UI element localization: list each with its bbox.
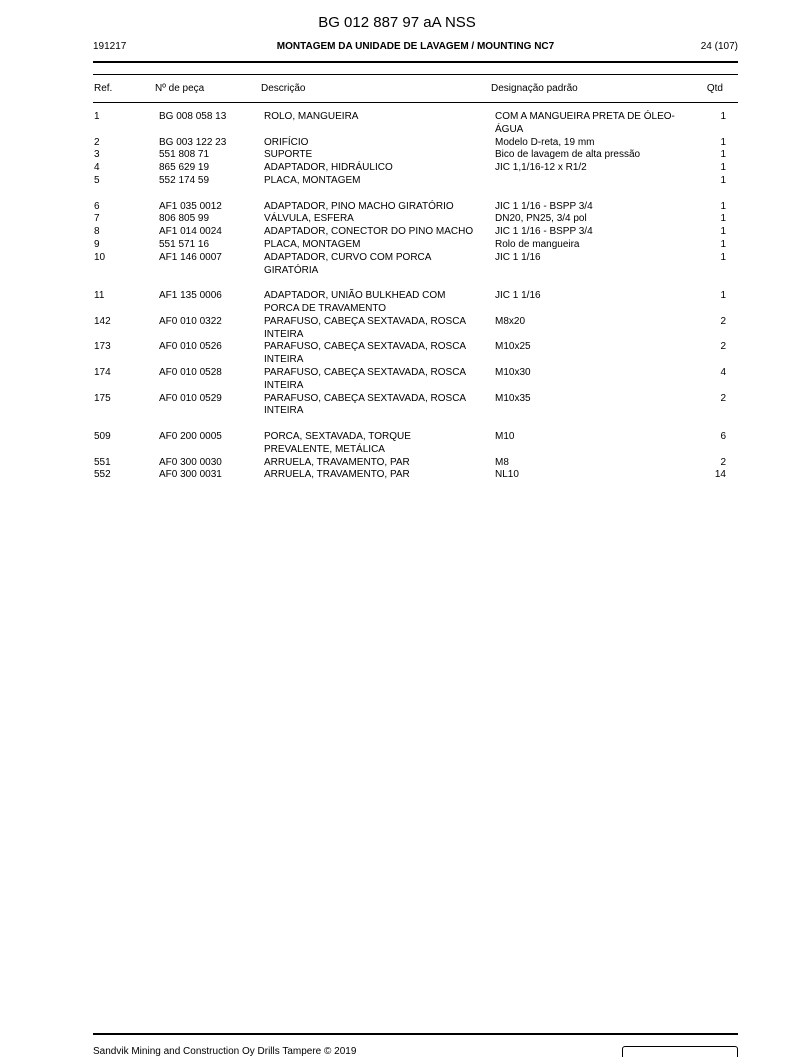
description-line: PARAFUSO, CABEÇA SEXTAVADA, ROSCA — [264, 392, 467, 404]
row-ref: 10 — [94, 251, 106, 263]
row-description — [264, 111, 492, 124]
table-row — [93, 162, 738, 175]
description-line: ADAPTADOR, HIDRÁULICO — [264, 162, 393, 174]
table-row — [93, 469, 738, 482]
row-ref: 4 — [94, 162, 100, 174]
row-part-number: 551 808 71 — [159, 149, 210, 161]
footer-divider — [93, 1033, 738, 1035]
row-qty: 2 — [720, 392, 726, 404]
designation-line: M10x35 — [495, 392, 531, 404]
row-ref: 551 — [94, 456, 111, 468]
description-line: ADAPTADOR, UNIÃO BULKHEAD COM — [264, 290, 446, 302]
designation-line: JIC 1,1/16-12 x R1/2 — [495, 162, 587, 174]
table-row — [93, 226, 738, 239]
row-ref: 142 — [94, 315, 111, 327]
table-row — [93, 290, 738, 316]
table-row — [93, 431, 738, 457]
header-divider — [93, 61, 738, 63]
row-ref: 3 — [94, 149, 100, 161]
table-row — [93, 316, 738, 342]
description-line: VÁLVULA, ESFERA — [264, 213, 354, 225]
table-row — [93, 175, 738, 188]
row-description — [264, 393, 492, 419]
row-part-number: BG 003 122 23 — [159, 136, 227, 148]
row-part-number: AF0 010 0322 — [159, 315, 222, 327]
designation-line: M8x20 — [495, 315, 526, 327]
column-header-ref: Ref. — [94, 83, 113, 94]
row-description — [264, 175, 492, 188]
page-number: 24 (107) — [700, 41, 738, 52]
row-qty: 2 — [720, 315, 726, 327]
row-description — [264, 213, 492, 226]
column-header-designation: Designação padrão — [491, 83, 578, 94]
description-line: ARRUELA, TRAVAMENTO, PAR — [264, 456, 410, 468]
table-header-rule — [93, 102, 738, 103]
designation-line: COM A MANGUEIRA PRETA DE ÓLEO- — [495, 111, 675, 122]
row-part-number: AF1 035 0012 — [159, 200, 222, 212]
row-ref: 11 — [94, 290, 105, 302]
row-ref: 5 — [94, 174, 100, 186]
row-designation — [495, 469, 695, 482]
row-part-number: AF1 146 0007 — [159, 251, 222, 263]
row-ref: 9 — [94, 238, 100, 250]
table-row — [93, 252, 738, 278]
row-ref: 2 — [94, 136, 100, 148]
row-ref: 175 — [94, 392, 111, 404]
row-part-number: 552 174 59 — [159, 174, 210, 186]
row-part-number: AF0 010 0528 — [159, 366, 222, 378]
row-description — [264, 226, 492, 239]
row-part-number: AF0 200 0005 — [159, 430, 222, 442]
row-designation — [495, 393, 695, 406]
row-part-number: 806 805 99 — [159, 213, 210, 225]
row-ref: 7 — [94, 213, 100, 225]
row-description — [264, 431, 492, 457]
description-line: ADAPTADOR, PINO MACHO GIRATÓRIO — [264, 200, 454, 212]
description-line: PLACA, MONTAGEM — [264, 174, 361, 186]
table-row — [93, 201, 738, 214]
row-description — [264, 341, 492, 367]
table-row — [93, 393, 738, 419]
row-designation — [495, 239, 695, 252]
table-row — [93, 367, 738, 393]
row-qty: 1 — [720, 149, 726, 161]
column-header-qty: Qtd — [706, 83, 723, 94]
row-designation — [495, 226, 695, 239]
row-qty: 1 — [720, 213, 726, 225]
designation-line: M10x25 — [495, 341, 531, 353]
footer-copyright: Sandvik Mining and Construction Oy Drills Tampere © 2019 — [93, 1046, 357, 1057]
table-row — [93, 239, 738, 252]
row-description — [264, 457, 492, 470]
column-header-part-number: Nº de peça — [155, 83, 205, 94]
row-qty: 1 — [720, 111, 726, 122]
description-line: INTEIRA — [264, 354, 304, 366]
row-qty: 1 — [720, 251, 726, 263]
row-designation — [495, 111, 695, 137]
designation-line: JIC 1 1/16 - BSPP 3/4 — [495, 226, 593, 238]
row-part-number: BG 008 058 13 — [159, 111, 227, 122]
description-line: PARAFUSO, CABEÇA SEXTAVADA, ROSCA — [264, 315, 467, 327]
row-qty: 1 — [720, 174, 726, 186]
row-part-number: AF0 010 0526 — [159, 341, 222, 353]
row-part-number: 865 629 19 — [159, 162, 210, 174]
row-qty: 2 — [720, 456, 726, 468]
row-description — [264, 290, 492, 316]
row-designation — [495, 431, 695, 444]
row-qty: 6 — [720, 430, 726, 442]
description-line: ORIFÍCIO — [264, 136, 309, 148]
description-line: ADAPTADOR, CONECTOR DO PINO MACHO — [264, 226, 474, 238]
designation-line: JIC 1 1/16 — [495, 251, 541, 263]
row-part-number: AF0 300 0030 — [159, 456, 222, 468]
description-line: PLACA, MONTAGEM — [264, 238, 361, 250]
description-line: SUPORTE — [264, 149, 313, 161]
row-designation — [495, 137, 695, 150]
designation-line: ÁGUA — [495, 123, 524, 135]
designation-line: M8 — [495, 456, 509, 468]
description-line: PORCA, SEXTAVADA, TORQUE — [264, 430, 411, 442]
description-line: ADAPTADOR, CURVO COM PORCA — [264, 251, 432, 263]
description-line: INTEIRA — [264, 379, 304, 391]
row-description — [264, 367, 492, 393]
row-qty: 4 — [720, 366, 726, 378]
row-designation — [495, 290, 695, 303]
designation-line: NL10 — [495, 469, 519, 481]
row-qty: 1 — [720, 136, 726, 148]
table-row — [93, 149, 738, 162]
table-top-rule — [93, 74, 738, 75]
row-qty: 1 — [720, 226, 726, 238]
row-description — [264, 239, 492, 252]
row-designation — [495, 162, 695, 175]
description-line: PARAFUSO, CABEÇA SEXTAVADA, ROSCA — [264, 366, 467, 378]
description-line: INTEIRA — [264, 405, 304, 417]
row-description — [264, 149, 492, 162]
table-row — [93, 111, 738, 137]
row-qty: 1 — [720, 200, 726, 212]
description-line: GIRATÓRIA — [264, 264, 319, 276]
row-ref: 173 — [94, 341, 111, 353]
row-designation — [495, 201, 695, 214]
designation-line: M10 — [495, 430, 515, 442]
description-line: INTEIRA — [264, 328, 304, 340]
description-line: ROLO, MANGUEIRA — [264, 111, 359, 122]
row-description — [264, 469, 492, 482]
row-qty: 1 — [720, 162, 726, 174]
row-designation — [495, 367, 695, 380]
column-header-description: Descrição — [261, 83, 306, 94]
description-line: PORCA DE TRAVAMENTO — [264, 302, 387, 314]
row-part-number: 551 571 16 — [159, 238, 210, 250]
designation-line: Modelo D-reta, 19 mm — [495, 136, 595, 148]
table-header — [93, 83, 738, 97]
description-line: PREVALENTE, METÁLICA — [264, 443, 385, 455]
row-ref: 8 — [94, 226, 100, 238]
row-designation — [495, 149, 695, 162]
row-designation — [495, 341, 695, 354]
page-title: MONTAGEM DA UNIDADE DE LAVAGEM / MOUNTING NC7 — [276, 41, 555, 52]
row-designation — [495, 457, 695, 470]
row-designation — [495, 213, 695, 226]
row-ref: 1 — [94, 111, 100, 122]
designation-line: DN20, PN25, 3/4 pol — [495, 213, 587, 225]
row-description — [264, 316, 492, 342]
row-qty: 1 — [720, 238, 726, 250]
row-part-number: AF0 010 0529 — [159, 392, 222, 404]
row-designation — [495, 252, 695, 265]
designation-line: JIC 1 1/16 - BSPP 3/4 — [495, 200, 593, 212]
brand-logo — [622, 1046, 738, 1057]
row-ref: 174 — [94, 366, 111, 378]
parts-table — [93, 111, 738, 482]
document-number: BG 012 887 97 aA NSS — [318, 14, 476, 31]
row-designation — [495, 316, 695, 329]
row-qty: 14 — [714, 469, 726, 481]
designation-line: Rolo de mangueira — [495, 238, 580, 250]
row-description — [264, 137, 492, 150]
row-description — [264, 201, 492, 214]
date-code: 191217 — [93, 41, 127, 52]
row-part-number: AF1 014 0024 — [159, 226, 222, 238]
table-row — [93, 213, 738, 226]
row-ref: 552 — [94, 469, 111, 481]
row-ref: 6 — [94, 200, 100, 212]
row-part-number: AF0 300 0031 — [159, 469, 222, 481]
meta-row — [93, 41, 738, 55]
row-qty: 1 — [720, 290, 726, 302]
description-line: PARAFUSO, CABEÇA SEXTAVADA, ROSCA — [264, 341, 467, 353]
row-ref: 509 — [94, 430, 111, 442]
row-qty: 2 — [720, 341, 726, 353]
designation-line: M10x30 — [495, 366, 531, 378]
description-line: ARRUELA, TRAVAMENTO, PAR — [264, 469, 410, 481]
row-part-number: AF1 135 0006 — [159, 290, 222, 302]
row-description — [264, 162, 492, 175]
designation-line: Bico de lavagem de alta pressão — [495, 149, 641, 161]
table-row — [93, 457, 738, 470]
designation-line: JIC 1 1/16 — [495, 290, 541, 302]
table-row — [93, 341, 738, 367]
table-row — [93, 137, 738, 150]
row-description — [264, 252, 492, 278]
